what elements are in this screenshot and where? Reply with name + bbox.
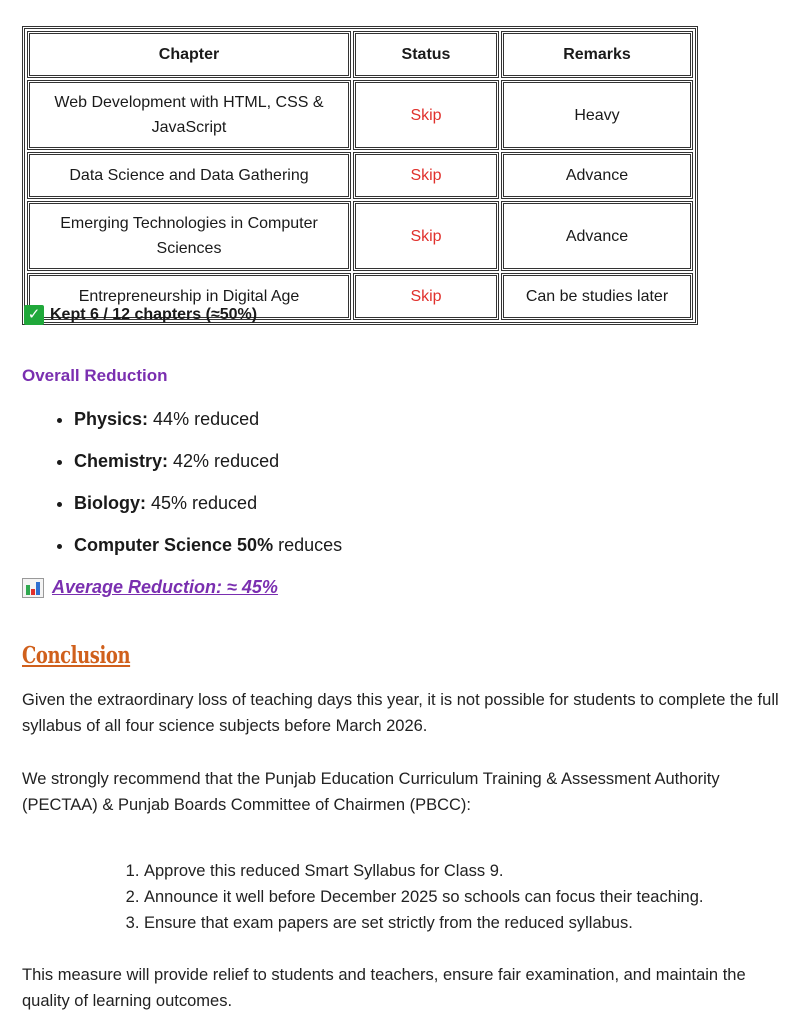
conclusion-paragraph-2: We strongly recommend that the Punjab Education Curriculum Training & Assessment Authority (PECTAA) & Punjab Boards Committee of Chairmen (PBCC): [22, 770, 720, 814]
list-item [74, 400, 342, 442]
cell-status: Skip [353, 152, 499, 199]
chapters-table-wrapper [22, 26, 698, 325]
average-reduction-text: Average Reduction: ≈ 45% [52, 577, 278, 597]
recommendations-list [126, 858, 704, 936]
cell-chapter: Web Development with HTML, CSS & JavaScript [27, 80, 351, 150]
separator: : [162, 451, 169, 471]
cell-chapter: Entrepreneurship in Digital Age [27, 273, 351, 320]
cell-remarks: Can be studies later [501, 273, 693, 320]
conclusion-paragraph-1: Given the extraordinary loss of teaching days this year, it is not possible for students to complete the full syllabus of all four science subjects before March 2026. [22, 691, 779, 735]
cell-status: Skip [353, 273, 499, 320]
header-status: Status [353, 31, 499, 78]
table-header-row [27, 31, 693, 78]
bar-chart-icon [22, 578, 44, 598]
conclusion-paragraph-3: This measure will provide relief to students and teachers, ensure fair examination, and maintain the quality of learning outcomes. [22, 966, 746, 1010]
header-remarks: Remarks [501, 31, 693, 78]
subject-label: Chemistry [74, 451, 163, 471]
subject-label: Biology [74, 493, 140, 513]
table-row [27, 152, 693, 199]
table-row [27, 201, 693, 271]
separator: : [140, 493, 146, 513]
cell-status: Skip [353, 80, 499, 150]
cell-chapter: Data Science and Data Gathering [27, 152, 351, 199]
check-mark-icon: ✓ [24, 305, 44, 325]
kept-summary [24, 305, 257, 325]
cell-remarks: Advance [501, 152, 693, 199]
list-item: 2. Announce it well before December 2025 so schools can focus their teaching. [144, 884, 704, 910]
overall-reduction-heading: Overall Reduction [22, 366, 168, 385]
reduction-value: 45% reduced [146, 493, 258, 513]
subject-label: Computer Science 50% [74, 535, 274, 555]
reduction-value: reduces [273, 535, 343, 555]
subject-label: Physics [74, 409, 143, 429]
cell-remarks: Advance [501, 201, 693, 271]
cell-chapter: Emerging Technologies in Computer Sciences [27, 201, 351, 271]
list-item: 3. Ensure that exam papers are set strictly from the reduced syllabus. [144, 910, 704, 936]
table-row [27, 80, 693, 150]
cell-status: Skip [353, 201, 499, 271]
kept-text: Kept 6 / 12 chapters (≈50%) [50, 306, 258, 323]
header-chapter: Chapter [27, 31, 351, 78]
list-item [74, 484, 342, 526]
reduction-value: 44% reduced [148, 409, 260, 429]
conclusion-heading: Conclusion [22, 642, 131, 669]
list-item [74, 442, 342, 484]
list-item: 1. Approve this reduced Smart Syllabus for Class 9. [144, 858, 704, 884]
reduction-list [46, 400, 342, 568]
cell-remarks: Heavy [501, 80, 693, 150]
list-item [74, 526, 342, 568]
separator: : [142, 409, 149, 429]
chapters-table [22, 26, 698, 325]
average-reduction [22, 577, 278, 598]
reduction-value: 42% reduced [168, 451, 280, 471]
